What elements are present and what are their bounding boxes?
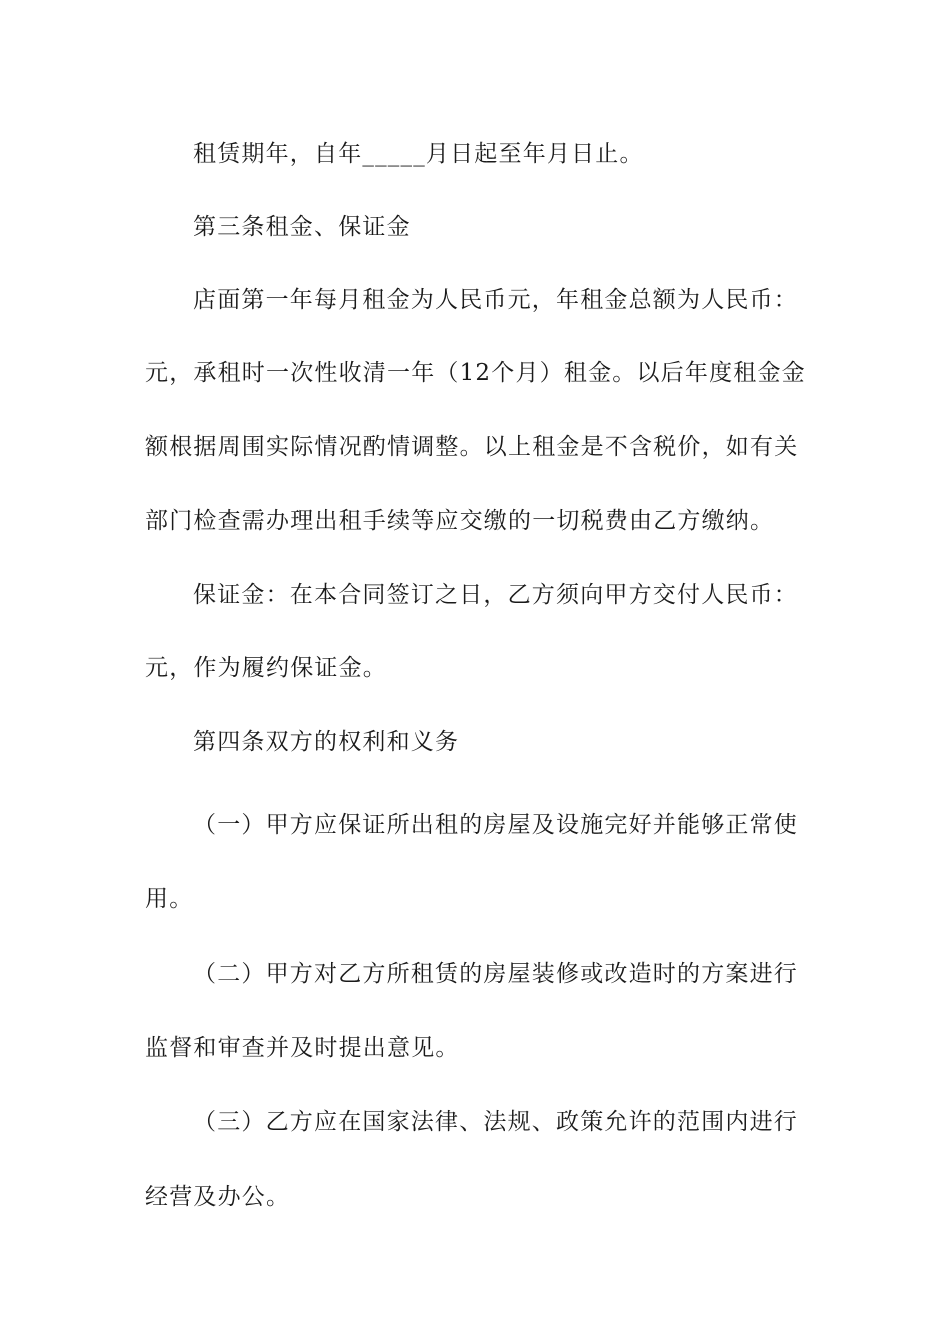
clause-three-line-2: 经营及办公。 <box>145 1184 291 1210</box>
rent-paragraph-line-1: 店面第一年每月租金为人民币元，年租金总额为人民币： <box>193 287 798 313</box>
deposit-paragraph-line-1: 保证金：在本合同签订之日，乙方须向甲方交付人民币： <box>193 582 798 608</box>
rent-paragraph-line-3: 额根据周围实际情况酌情调整。以上租金是不含税价，如有关 <box>145 434 799 460</box>
clause-three-line-1: （三）乙方应在国家法律、法规、政策允许的范围内进行 <box>193 1109 798 1135</box>
clause-one-line-1: （一）甲方应保证所出租的房屋及设施完好并能够正常使 <box>193 812 798 838</box>
rent-paragraph-line-2: 元，承租时一次性收清一年（12个月）租金。以后年度租金金 <box>145 360 806 386</box>
rent-paragraph-line-4: 部门检查需办理出租手续等应交缴的一切税费由乙方缴纳。 <box>145 508 775 534</box>
deposit-paragraph-line-2: 元，作为履约保证金。 <box>145 655 387 681</box>
lease-term-line: 租赁期年，自年_____月日起至年月日止。 <box>193 141 644 167</box>
article-three-heading: 第三条租金、保证金 <box>193 214 411 240</box>
clause-two-line-1: （二）甲方对乙方所租赁的房屋装修或改造时的方案进行 <box>193 961 798 987</box>
article-four-heading: 第四条双方的权利和义务 <box>193 729 460 755</box>
clause-two-line-2: 监督和审查并及时提出意见。 <box>145 1035 460 1061</box>
clause-one-line-2: 用。 <box>145 886 194 912</box>
